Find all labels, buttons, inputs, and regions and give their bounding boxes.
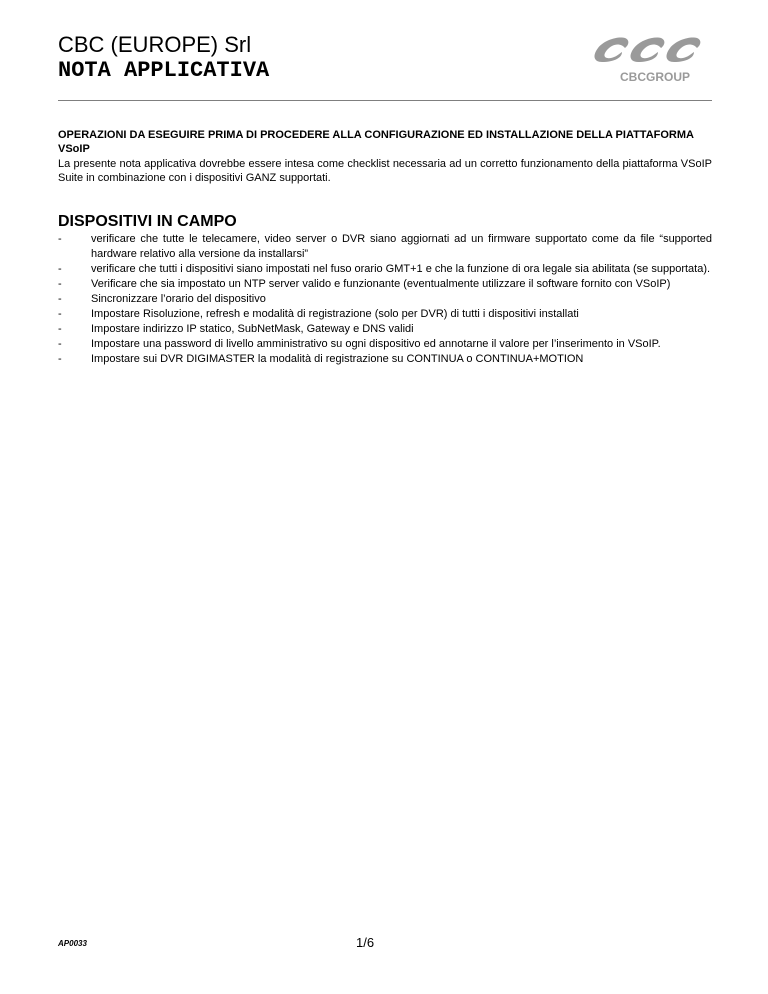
bullet-dash: - (58, 338, 62, 350)
document-type-title: NOTA APPLICATIVA (58, 58, 270, 83)
bullet-dash: - (58, 233, 62, 245)
bullet-dash: - (58, 323, 62, 335)
bullet-dash: - (58, 293, 62, 305)
list-item (58, 232, 712, 262)
page-number: 1/6 (356, 935, 375, 950)
bullet-dash: - (58, 278, 62, 290)
list-item-text: Verificare che sia impostato un NTP server valido e funzionante (eventualmente utilizzare il software fornito con VSoIP) (91, 278, 671, 290)
document-code: AP0033 (58, 939, 87, 948)
list-item (58, 307, 712, 322)
logo-wordmark: CBCGROUP (620, 70, 691, 84)
bullet-dash: - (58, 353, 62, 365)
list-item (58, 277, 712, 292)
list-item (58, 292, 712, 307)
logo-mark-2 (631, 37, 665, 62)
list-item-text: Sincronizzare l’orario del dispositivo (91, 293, 266, 305)
list-item-text: Impostare Risoluzione, refresh e modalità di registrazione (solo per DVR) di tutti i dispositivi installati (91, 308, 579, 320)
list-item-text: Impostare sui DVR DIGIMASTER la modalità di registrazione su CONTINUA o CONTINUA+MOTION (91, 353, 584, 365)
section-title: DISPOSITIVI IN CAMPO (58, 213, 237, 230)
checklist (58, 232, 712, 367)
company-name: CBC (EUROPE) Srl (58, 32, 252, 57)
list-item-text: Impostare indirizzo IP statico, SubNetMask, Gateway e DNS validi (91, 323, 414, 335)
cbc-group-logo (588, 32, 712, 88)
list-item (58, 337, 712, 352)
bullet-dash: - (58, 263, 62, 275)
logo-mark-3 (667, 37, 701, 62)
intro-block (58, 128, 712, 186)
list-item-text: verificare che tutti i dispositivi siano impostati nel fuso orario GMT+1 e che la funzione di ora legale sia abilitata (se supportata). (91, 263, 711, 275)
header-divider (58, 100, 712, 101)
list-item (58, 352, 712, 367)
intro-body: La presente nota applicativa dovrebbe essere intesa come checklist necessaria ad un corretto funzionamento della piattaforma VSoIP Suite in combinazione con i dispositivi GANZ supportati. (58, 157, 712, 185)
intro-title: OPERAZIONI DA ESEGUIRE PRIMA DI PROCEDERE ALLA CONFIGURAZIONE ED INSTALLAZIONE DELLA PIATTAFORMA VSoIP (58, 129, 694, 156)
list-item (58, 322, 712, 337)
list-item (58, 262, 712, 277)
bullet-dash: - (58, 308, 62, 320)
logo-mark-1 (595, 37, 629, 62)
list-item-text: Impostare una password di livello amministrativo su ogni dispositivo ed annotarne il valore per l’inserimento in VSoIP. (91, 338, 661, 350)
list-item-text: verificare che tutte le telecamere, video server o DVR siano aggiornati ad un firmware supportato come da file “supported hardware relativo alla versione da installarsi” (91, 233, 712, 260)
